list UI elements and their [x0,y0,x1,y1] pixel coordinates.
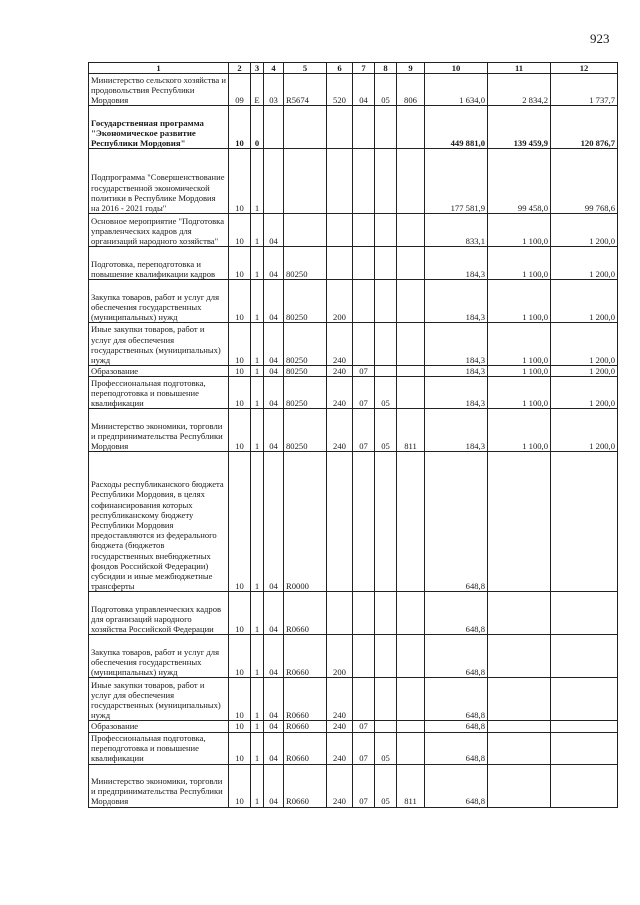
amount-cell: 1 200,0 [551,280,618,323]
code-cell: R0660 [284,592,327,635]
code-cell [397,592,425,635]
code-cell: 80250 [284,377,327,409]
code-cell: 1 [251,732,264,764]
code-cell: 10 [229,592,251,635]
column-header: 11 [488,63,551,74]
code-cell [264,106,284,149]
code-cell [397,106,425,149]
code-cell: 10 [229,106,251,149]
code-cell: 240 [327,678,353,721]
code-cell [327,592,353,635]
amount-cell: 648,8 [425,732,488,764]
table-row [89,247,618,280]
code-cell [327,214,353,247]
code-cell [397,721,425,732]
code-cell [397,732,425,764]
code-cell: 04 [264,678,284,721]
row-name-cell: Государственная программа "Экономическое развитие Республики Мордовия" [89,106,229,149]
row-name-cell: Закупка товаров, работ и услуг для обеспечения государственных (муниципальных) нужд [89,280,229,323]
code-cell: 10 [229,764,251,807]
table-row [89,732,618,764]
code-cell [327,106,353,149]
table-header-row [89,63,618,74]
code-cell: 04 [264,409,284,452]
code-cell: 05 [375,409,397,452]
table-row [89,366,618,377]
table-row [89,721,618,732]
code-cell: 09 [229,74,251,106]
column-header: 8 [375,63,397,74]
code-cell [375,149,397,214]
code-cell [375,721,397,732]
column-header: 3 [251,63,264,74]
code-cell: 05 [375,377,397,409]
column-header: 1 [89,63,229,74]
table-row [89,678,618,721]
table-row [89,74,618,106]
amount-cell: 184,3 [425,280,488,323]
code-cell: 10 [229,452,251,592]
amount-cell [488,721,551,732]
column-header: 9 [397,63,425,74]
code-cell [327,247,353,280]
code-cell: 07 [353,721,375,732]
amount-cell [551,721,618,732]
code-cell: R0660 [284,764,327,807]
code-cell [353,592,375,635]
code-cell [397,149,425,214]
code-cell [264,149,284,214]
column-header: 12 [551,63,618,74]
table-row [89,377,618,409]
code-cell: 240 [327,409,353,452]
code-cell: 10 [229,366,251,377]
amount-cell [551,452,618,592]
code-cell [375,106,397,149]
code-cell [375,678,397,721]
row-name-cell: Подготовка управленческих кадров для организаций народного хозяйства Российской Федерации [89,592,229,635]
amount-cell: 648,8 [425,721,488,732]
code-cell: 240 [327,732,353,764]
table-row [89,764,618,807]
code-cell: 04 [264,280,284,323]
code-cell: R0660 [284,732,327,764]
row-name-cell: Профессиональная подготовка, переподготовка и повышение квалификации [89,377,229,409]
row-name-cell: Иные закупки товаров, работ и услуг для обеспечения государственных (муниципальных) нужд [89,323,229,366]
code-cell [353,678,375,721]
code-cell: 10 [229,721,251,732]
code-cell [397,214,425,247]
code-cell: 0 [251,106,264,149]
code-cell [375,214,397,247]
code-cell: 80250 [284,409,327,452]
code-cell: 1 [251,247,264,280]
code-cell: 520 [327,74,353,106]
code-cell [375,592,397,635]
code-cell: 07 [353,732,375,764]
code-cell: R5674 [284,74,327,106]
code-cell [284,106,327,149]
code-cell: 04 [264,592,284,635]
code-cell: 1 [251,452,264,592]
amount-cell: 184,3 [425,409,488,452]
code-cell [284,149,327,214]
code-cell: R0660 [284,635,327,678]
table-row [89,280,618,323]
column-header: 5 [284,63,327,74]
code-cell: 80250 [284,323,327,366]
code-cell: 240 [327,377,353,409]
row-name-cell: Профессиональная подготовка, переподготовка и повышение квалификации [89,732,229,764]
code-cell: 07 [353,764,375,807]
code-cell [397,280,425,323]
code-cell [397,377,425,409]
code-cell: 1 [251,377,264,409]
code-cell: 811 [397,764,425,807]
amount-cell [551,732,618,764]
code-cell [397,247,425,280]
amount-cell: 648,8 [425,635,488,678]
code-cell: 07 [353,377,375,409]
amount-cell: 1 200,0 [551,366,618,377]
code-cell: R0660 [284,678,327,721]
code-cell [397,323,425,366]
table-row [89,149,618,214]
code-cell: 03 [264,74,284,106]
amount-cell: 1 100,0 [488,323,551,366]
amount-cell: 99 458,0 [488,149,551,214]
row-name-cell: Основное мероприятие "Подготовка управленческих кадров для организаций народного хозяйства" [89,214,229,247]
table-row [89,323,618,366]
code-cell: 1 [251,214,264,247]
code-cell: 04 [264,732,284,764]
code-cell: 07 [353,366,375,377]
row-name-cell: Министерство экономики, торговли и предпринимательства Республики Мордовия [89,409,229,452]
amount-cell: 1 200,0 [551,377,618,409]
amount-cell: 184,3 [425,323,488,366]
amount-cell: 1 100,0 [488,377,551,409]
amount-cell: 120 876,7 [551,106,618,149]
code-cell: 240 [327,323,353,366]
code-cell: 1 [251,149,264,214]
code-cell [353,280,375,323]
table-row [89,409,618,452]
code-cell [353,106,375,149]
amount-cell [488,635,551,678]
table-row [89,592,618,635]
code-cell: 05 [375,764,397,807]
row-name-cell: Министерство экономики, торговли и предпринимательства Республики Мордовия [89,764,229,807]
amount-cell [488,732,551,764]
amount-cell: 184,3 [425,377,488,409]
code-cell: 10 [229,732,251,764]
amount-cell: 648,8 [425,678,488,721]
code-cell: R0000 [284,452,327,592]
code-cell [375,635,397,678]
table-body [89,74,618,807]
code-cell [327,149,353,214]
code-cell [397,366,425,377]
code-cell: 1 [251,280,264,323]
code-cell: 10 [229,635,251,678]
code-cell: 04 [264,247,284,280]
amount-cell: 99 768,6 [551,149,618,214]
code-cell: 10 [229,280,251,323]
code-cell: 1 [251,635,264,678]
code-cell [353,149,375,214]
code-cell [284,214,327,247]
amount-cell: 1 100,0 [488,247,551,280]
amount-cell [488,592,551,635]
code-cell: 04 [264,377,284,409]
code-cell: 05 [375,74,397,106]
row-name-cell: Образование [89,721,229,732]
row-name-cell: Министерство сельского хозяйства и продовольствия Республики Мордовия [89,74,229,106]
amount-cell [551,764,618,807]
code-cell [327,452,353,592]
code-cell: 806 [397,74,425,106]
amount-cell: 1 100,0 [488,366,551,377]
column-header: 10 [425,63,488,74]
amount-cell: 184,3 [425,366,488,377]
code-cell: 80250 [284,280,327,323]
amount-cell: 1 200,0 [551,323,618,366]
column-header: 2 [229,63,251,74]
code-cell: 10 [229,377,251,409]
code-cell: 05 [375,732,397,764]
code-cell: R0660 [284,721,327,732]
code-cell: 10 [229,323,251,366]
code-cell: 1 [251,721,264,732]
amount-cell: 2 834,2 [488,74,551,106]
code-cell: 811 [397,409,425,452]
code-cell [353,635,375,678]
row-name-cell: Подготовка, переподготовка и повышение квалификации кадров [89,247,229,280]
code-cell: 1 [251,366,264,377]
code-cell: 07 [353,409,375,452]
amount-cell: 648,8 [425,592,488,635]
column-header: 7 [353,63,375,74]
code-cell [375,366,397,377]
code-cell: 1 [251,764,264,807]
row-name-cell: Расходы республиканского бюджета Республики Мордовия, в целях софинансирования которых республиканскому бюджету Республики Мордовия предоставляются из федерального бюджета (бюджетов государственных внебюджетных фондов Российской Федерации) субсидии и иные межбюджетные трансферты [89,452,229,592]
code-cell: 200 [327,280,353,323]
code-cell: 10 [229,678,251,721]
code-cell [375,280,397,323]
amount-cell [551,635,618,678]
row-name-cell: Подпрограмма "Совершенствование государственной экономической политики в Республике Мордовия на 2016 - 2021 годы" [89,149,229,214]
code-cell: 10 [229,149,251,214]
code-cell [353,247,375,280]
amount-cell [488,452,551,592]
code-cell: 1 [251,678,264,721]
code-cell [375,323,397,366]
code-cell: 10 [229,409,251,452]
code-cell: 1 [251,592,264,635]
amount-cell: 1 100,0 [488,280,551,323]
amount-cell: 1 200,0 [551,214,618,247]
code-cell: 10 [229,247,251,280]
code-cell [397,635,425,678]
amount-cell: 177 581,9 [425,149,488,214]
code-cell: 04 [264,764,284,807]
amount-cell [488,764,551,807]
amount-cell: 1 634,0 [425,74,488,106]
amount-cell: 1 100,0 [488,214,551,247]
amount-cell: 1 737,7 [551,74,618,106]
table-row [89,635,618,678]
code-cell [375,452,397,592]
table-row [89,452,618,592]
column-header: 4 [264,63,284,74]
code-cell: 10 [229,214,251,247]
amount-cell: 833,1 [425,214,488,247]
code-cell: 04 [264,635,284,678]
code-cell: 80250 [284,247,327,280]
code-cell [397,678,425,721]
amount-cell: 648,8 [425,452,488,592]
code-cell: E [251,74,264,106]
row-name-cell: Образование [89,366,229,377]
code-cell: 04 [264,452,284,592]
code-cell [353,452,375,592]
amount-cell: 139 459,9 [488,106,551,149]
code-cell: 240 [327,721,353,732]
code-cell: 04 [264,214,284,247]
row-name-cell: Иные закупки товаров, работ и услуг для обеспечения государственных (муниципальных) нужд [89,678,229,721]
code-cell: 1 [251,409,264,452]
amount-cell: 1 100,0 [488,409,551,452]
table-row [89,214,618,247]
code-cell [397,452,425,592]
amount-cell [551,592,618,635]
amount-cell: 449 881,0 [425,106,488,149]
code-cell: 1 [251,323,264,366]
amount-cell: 184,3 [425,247,488,280]
code-cell: 04 [353,74,375,106]
code-cell: 04 [264,721,284,732]
code-cell [353,214,375,247]
code-cell: 240 [327,366,353,377]
code-cell [375,247,397,280]
table-row [89,106,618,149]
budget-table [88,62,618,808]
page-number: 923 [590,31,610,46]
code-cell: 240 [327,764,353,807]
row-name-cell: Закупка товаров, работ и услуг для обеспечения государственных (муниципальных) нужд [89,635,229,678]
amount-cell: 648,8 [425,764,488,807]
code-cell: 80250 [284,366,327,377]
amount-cell: 1 200,0 [551,247,618,280]
code-cell [353,323,375,366]
amount-cell: 1 200,0 [551,409,618,452]
code-cell: 04 [264,366,284,377]
code-cell: 04 [264,323,284,366]
column-header: 6 [327,63,353,74]
amount-cell [488,678,551,721]
code-cell: 200 [327,635,353,678]
amount-cell [551,678,618,721]
